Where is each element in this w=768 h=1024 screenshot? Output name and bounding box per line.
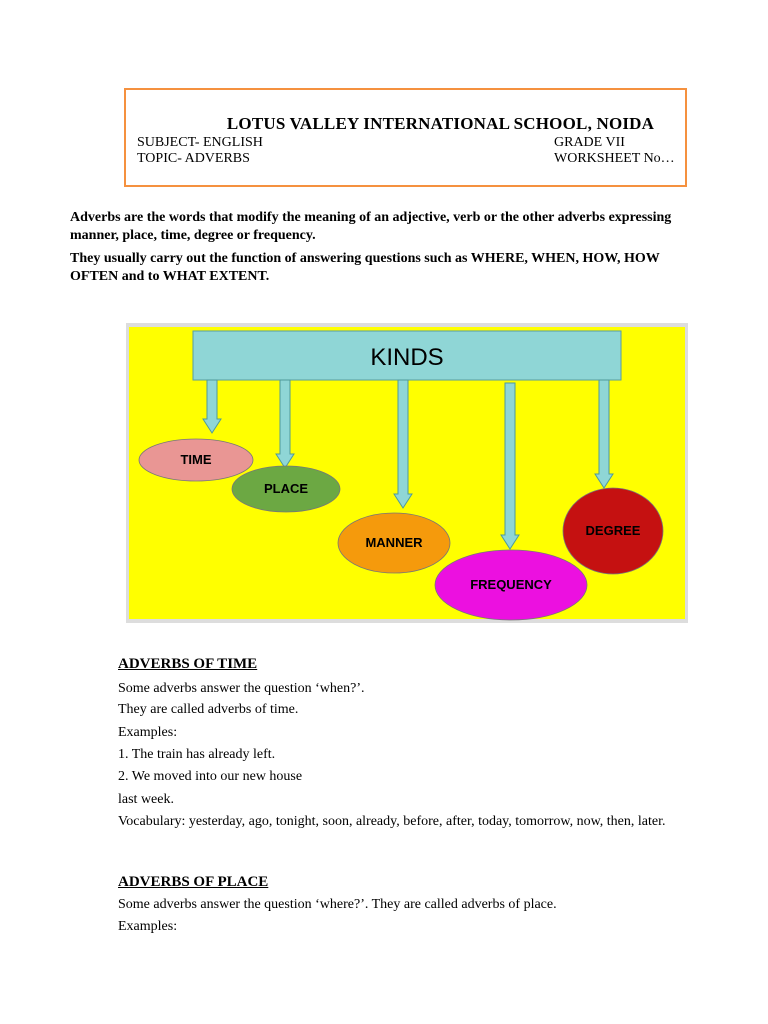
subject-label: SUBJECT- ENGLISH xyxy=(137,135,263,150)
kinds-title: KINDS xyxy=(370,344,444,371)
time-example-2b: last week. xyxy=(118,792,174,807)
time-example-1: 1. The train has already left. xyxy=(118,747,276,762)
school-name: LOTUS VALLEY INTERNATIONAL SCHOOL, NOIDA xyxy=(226,114,655,133)
intro-definition: Adverbs are the words that modify the meaning of an adjective, verb or the other adverbs expressing manner, place, time, degree or frequency. xyxy=(70,210,672,243)
place-heading: ADVERBS OF PLACE xyxy=(118,874,269,890)
intro-function: They usually carry out the function of answering questions such as WHERE, WHEN, HOW, HOW OFTEN and to WHAT EXTENT. xyxy=(70,251,660,284)
topic-label: TOPIC- ADVERBS xyxy=(137,151,250,166)
time-heading: ADVERBS OF TIME xyxy=(118,656,258,672)
time-example-2a: 2. We moved into our new house xyxy=(118,769,303,784)
time-line-1: Some adverbs answer the question ‘when?’. xyxy=(118,681,365,696)
kinds-diagram xyxy=(126,323,688,623)
oval-label-frequency: FREQUENCY xyxy=(470,577,552,592)
oval-label-degree: DEGREE xyxy=(585,523,641,538)
grade-label: GRADE VII xyxy=(554,135,625,150)
oval-label-manner: MANNER xyxy=(365,535,423,550)
header-box xyxy=(124,88,687,187)
time-examples-label: Examples: xyxy=(118,725,178,740)
time-vocabulary: Vocabulary: yesterday, ago, tonight, soon, already, before, after, today, tomorrow, now, then, later. xyxy=(118,814,666,829)
time-line-2: They are called adverbs of time. xyxy=(118,702,299,717)
oval-label-time: TIME xyxy=(180,452,212,467)
worksheet-label: WORKSHEET No… xyxy=(554,151,675,166)
oval-label-place: PLACE xyxy=(263,481,309,496)
place-line-1: Some adverbs answer the question ‘where?’. They are called adverbs of place. xyxy=(118,897,557,912)
place-examples-label: Examples: xyxy=(118,919,178,934)
